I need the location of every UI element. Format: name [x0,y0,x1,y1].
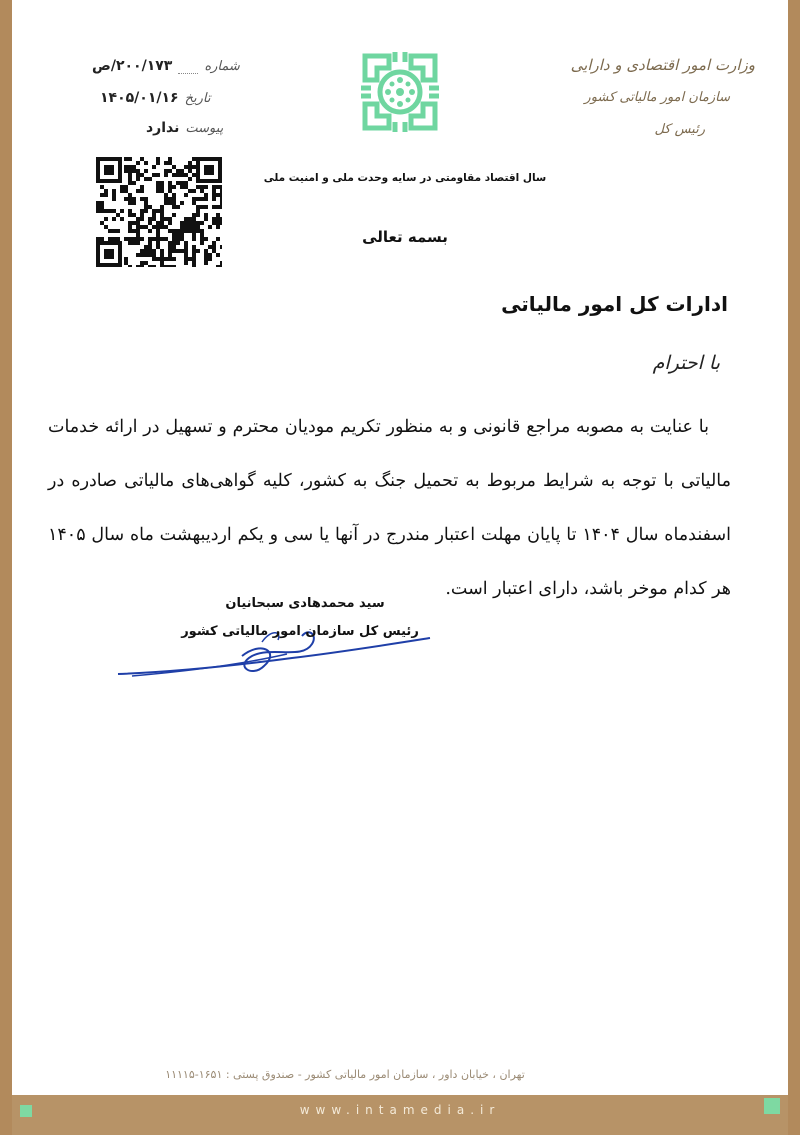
footer-address: تهران ، خیابان داور ، سازمان امور مالیاتی کشور - صندوق پستی : ۱۶۵۱-۱۱۱۱۵ [165,1068,525,1081]
year-slogan: سال اقتصاد مقاومتی در سایه وحدت ملی و امنیت ملی [263,172,547,184]
corner-square-icon [20,1105,32,1117]
letter-date-value: ۱۴۰۵/۰۱/۱۶ [100,90,179,106]
letter-body-text: با عنایت به مصوبه مراجع قانونی و به منظور تکریم مودیان محترم و تسهیل در ارائه خدمات مالیاتی با توجه به شرایط مربوط به تحمیل جنگ به کشور، کلیه گواهی‌های مالیاتی صادره در اسفندماه سال ۱۴۰۴ تا پایان مهلت اعتبار مندرج در آنها یا سی و یکم اردیبهشت ماه سال ۱۴۰۵ هر کدام موخر باشد، دارای اعتبار است. [48,417,732,599]
letter-number-label: شماره [204,59,240,74]
organization-name: سازمان امور مالیاتی کشور [584,90,730,105]
letter-number-row [92,58,240,74]
qr-code-icon [96,157,222,267]
ministry-name: وزارت امور اقتصادی و دارایی [570,56,755,74]
letter-date-row [100,90,210,106]
signer-title: رئیس کل سازمان امور مالیاتی کشور [181,624,419,639]
footer-website: www.intamedia.ir [299,1103,501,1117]
office-title: رئیس کل [654,122,705,137]
attachment-value: ندارد [146,120,180,136]
letter-date-label: تاریخ [184,91,211,106]
corner-square-icon [764,1098,780,1114]
salutation: با احترام [652,352,720,374]
addressee: ادارات کل امور مالیاتی [501,292,728,316]
attachment-label: پیوست [185,121,224,136]
attachment-row [146,120,223,136]
basmala-heading: بسمه تعالی [362,228,448,246]
handwritten-signature [112,600,437,690]
signer-name: سید محمدهادی سبحانیان [225,596,385,611]
tax-organization-logo [357,48,443,136]
dotted-line [178,61,198,74]
letter-body [48,400,731,616]
letter-number-value: ۲۰۰/۱۷۳/ص [92,58,173,74]
